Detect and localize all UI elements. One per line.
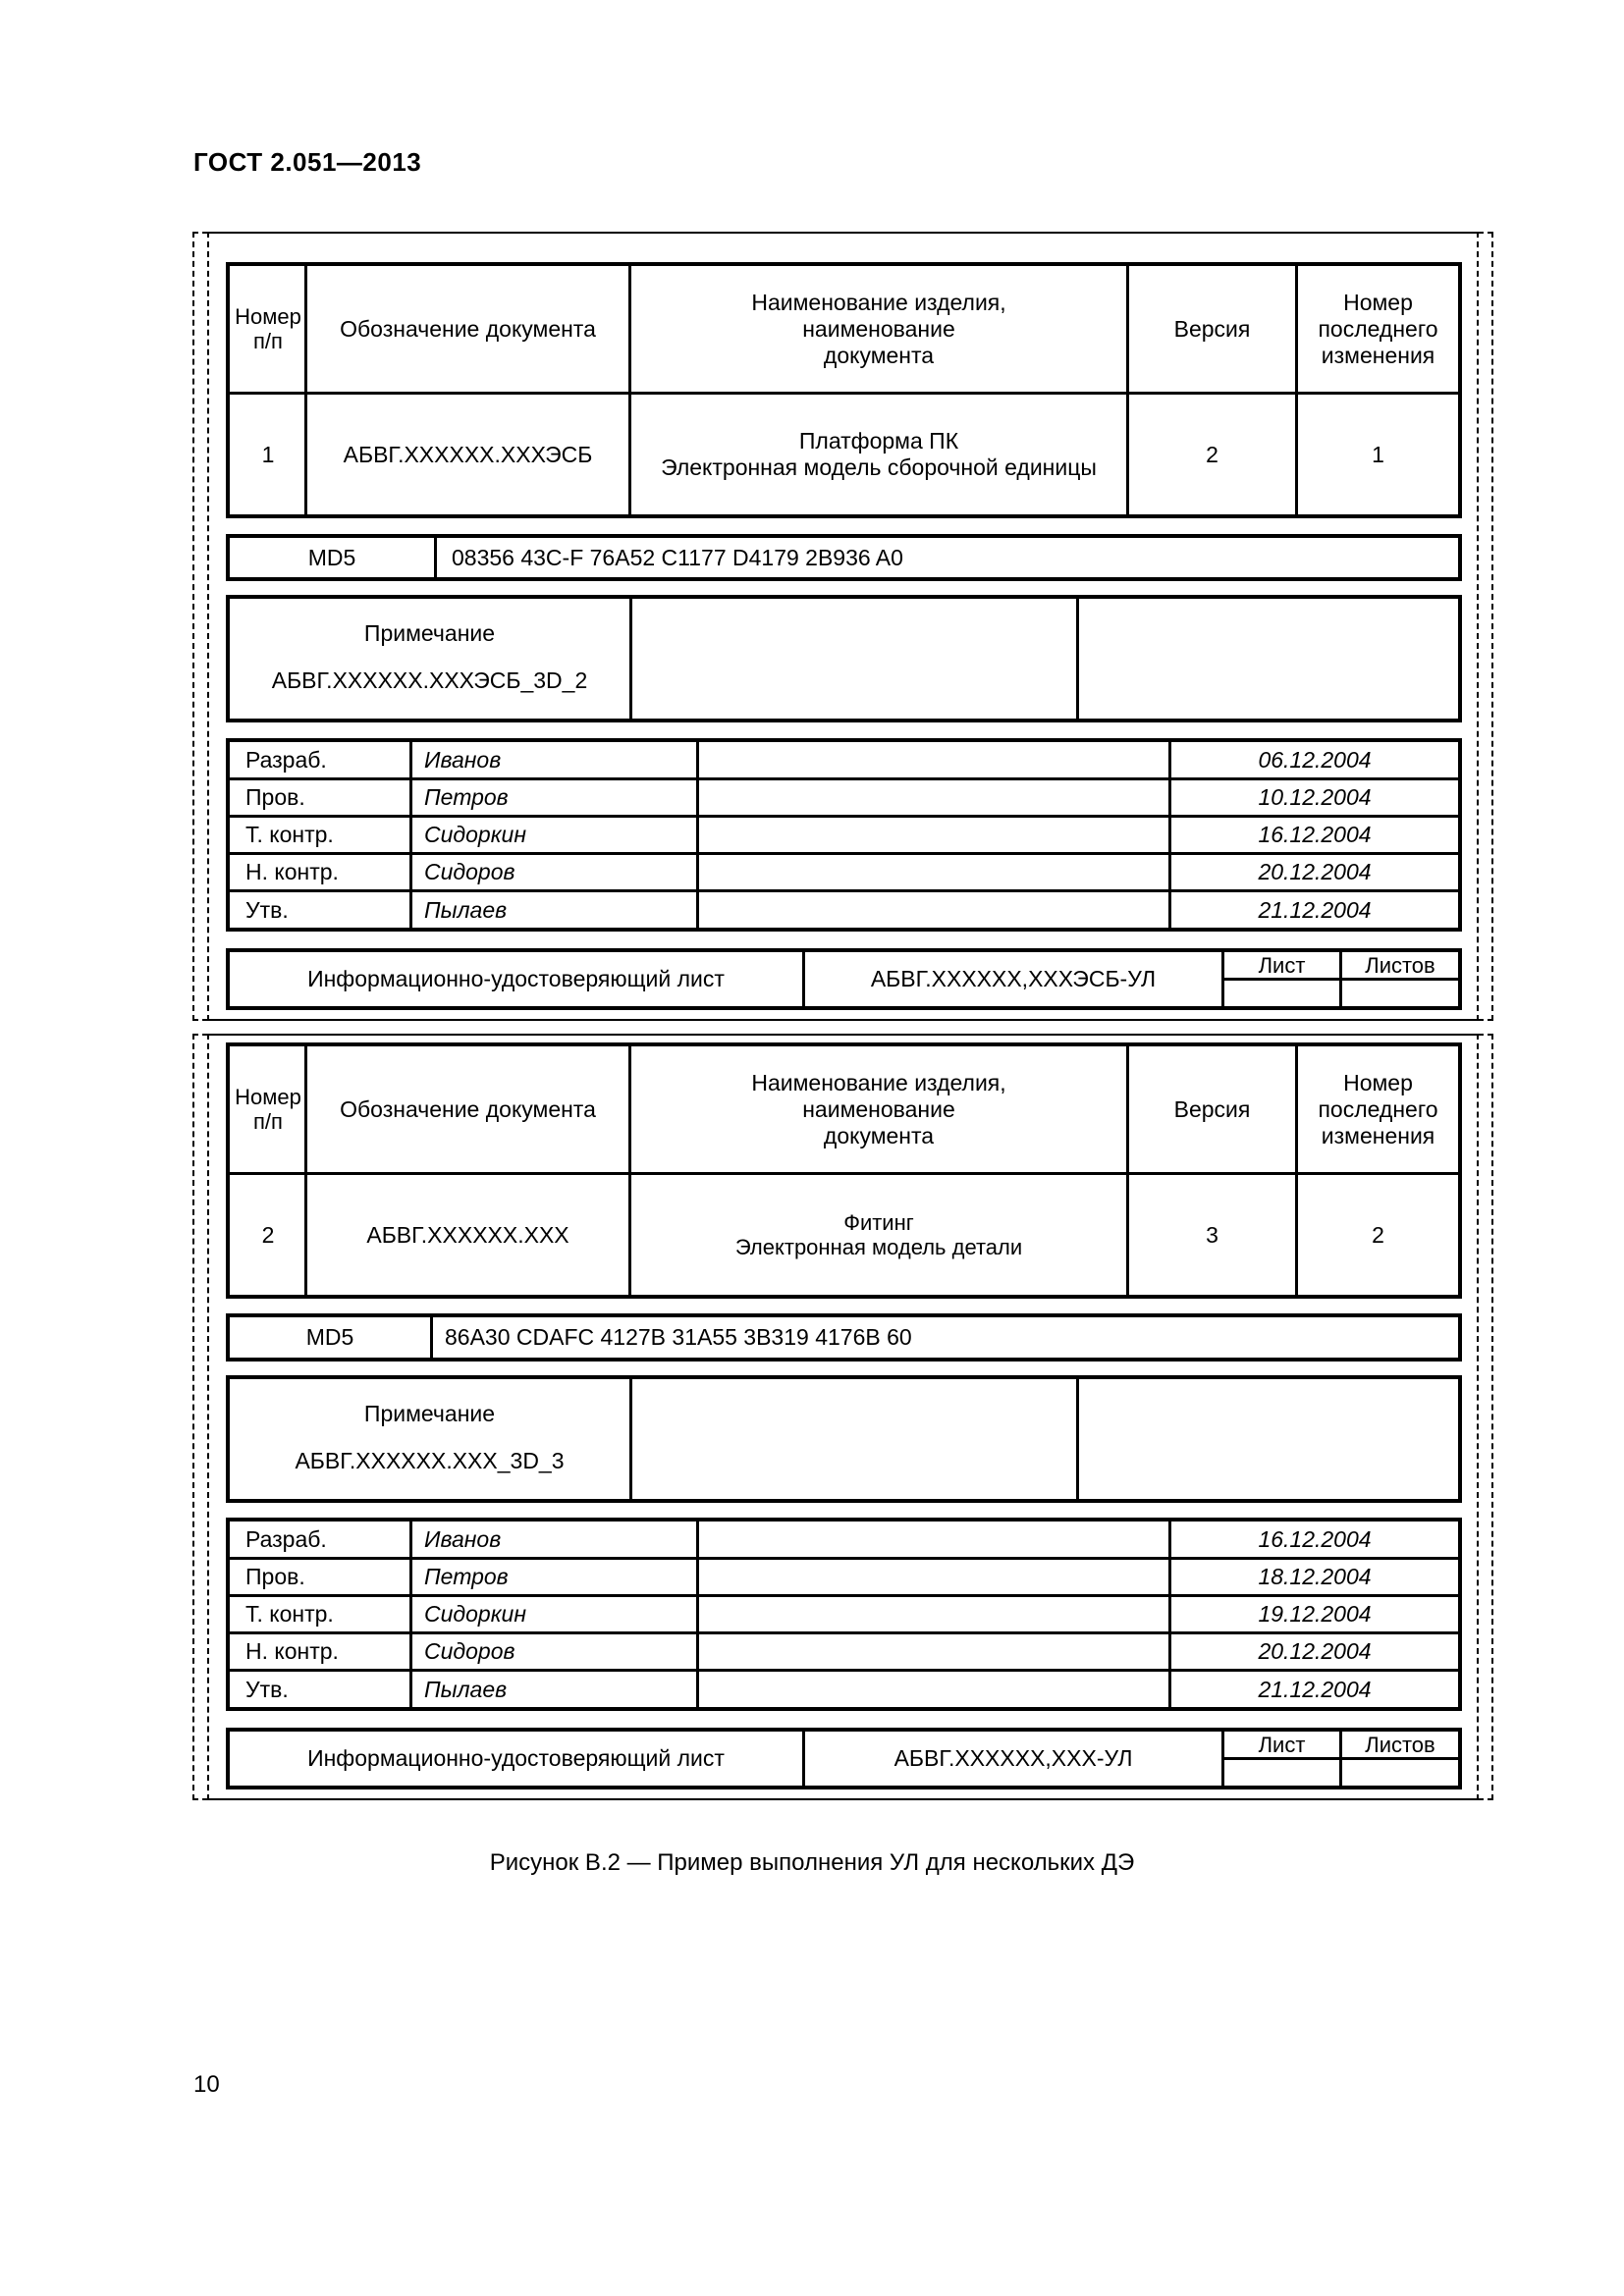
sig-person: Пылаев (424, 1676, 508, 1702)
md5-label: MD5 (307, 544, 356, 570)
sig-person: Иванов (424, 746, 502, 773)
sig-date: 21.12.2004 (1258, 896, 1372, 923)
sheet-1-title-block (226, 948, 1462, 1010)
row-name-line1: Фитинг (843, 1210, 914, 1235)
col-header-version: Версия (1173, 1095, 1251, 1122)
note-value: АБВГ.ХХХХХХ.ХХХ_3D_3 (295, 1447, 565, 1473)
col-header-name: Наименование изделия, наименование документа (751, 1069, 1006, 1148)
sig-person: Пылаев (424, 896, 508, 923)
sheet-code: АБВГ.ХХХХХХ,ХХХЭСБ-УЛ (870, 966, 1157, 991)
row-name-line2: Электронная модель детали (734, 1235, 1023, 1259)
note-label: Примечание (363, 1400, 496, 1426)
sig-date: 18.12.2004 (1258, 1564, 1372, 1589)
sig-date: 20.12.2004 (1258, 1638, 1372, 1664)
sig-role: Т. контр. (245, 822, 334, 847)
note-label: Примечание (363, 619, 496, 646)
sheet-label: Лист (1258, 952, 1306, 978)
row-designation: АБВГ.ХХХХХХ.ХХХ (366, 1221, 569, 1248)
md5-value: 86A30 CDAFC 4127B 31A55 3B319 4176B 60 (445, 1324, 912, 1350)
sig-role: Пров. (245, 1564, 305, 1589)
sheets-label: Листов (1365, 952, 1435, 978)
row-num: 2 (261, 1221, 275, 1248)
sig-role: Н. контр. (245, 859, 339, 884)
sig-person: Сидоров (424, 859, 515, 884)
sheet-1-md5-row (226, 534, 1462, 581)
sig-person: Иванов (424, 1525, 502, 1552)
figure-caption: Рисунок В.2 — Пример выполнения УЛ для нескольких ДЭ (489, 1849, 1135, 1876)
col-header-last-change: Номер последнего изменения (1318, 289, 1438, 368)
sheet-code: АБВГ.ХХХХХХ,ХХХ-УЛ (893, 1745, 1133, 1771)
row-designation: АБВГ.ХХХХХХ.ХХХЭСБ (343, 441, 593, 467)
sheet-2-signatures (226, 1518, 1462, 1711)
sheet-1-note-block (226, 595, 1462, 722)
page-number: 10 (193, 2071, 220, 2098)
note-value: АБВГ.ХХХХХХ.ХХХЭСБ_3D_2 (271, 667, 588, 693)
sig-role: Т. контр. (245, 1601, 334, 1627)
sig-date: 10.12.2004 (1258, 784, 1372, 810)
col-header-num: Номер п/п (235, 304, 301, 353)
sheet-2-title-block (226, 1728, 1462, 1789)
md5-label: MD5 (305, 1324, 354, 1350)
sheet-2-main-table (226, 1042, 1462, 1299)
sheet-2-note-block (226, 1375, 1462, 1503)
sig-person: Сидоркин (424, 1601, 527, 1627)
sheet-2-md5-row (226, 1313, 1462, 1362)
row-version: 3 (1206, 1221, 1218, 1248)
col-header-num: Номер п/п (235, 1085, 301, 1134)
document-header: ГОСТ 2.051—2013 (193, 147, 422, 177)
sheet-1-signatures (226, 738, 1462, 932)
md5-value: 08356 43C-F 76A52 C1177 D4179 2B936 A0 (452, 544, 903, 570)
col-header-name: Наименование изделия, наименование документа (751, 289, 1006, 368)
sig-role: Пров. (245, 784, 305, 810)
col-header-version: Версия (1173, 315, 1251, 342)
col-header-designation: Обозначение документа (340, 1095, 596, 1122)
sig-role: Н. контр. (245, 1638, 339, 1664)
sig-role: Утв. (245, 1676, 289, 1702)
sheets-label: Листов (1365, 1732, 1435, 1757)
row-version: 2 (1206, 441, 1218, 467)
col-header-designation: Обозначение документа (340, 315, 596, 342)
sig-date: 21.12.2004 (1258, 1676, 1372, 1702)
info-sheet-label: Информационно-удостоверяющий лист (307, 1745, 725, 1771)
sig-role: Утв. (245, 896, 289, 923)
sig-date: 20.12.2004 (1258, 859, 1372, 884)
sig-date: 16.12.2004 (1258, 822, 1372, 847)
sig-person: Петров (424, 1564, 509, 1589)
row-name-line1: Платформа ПК (798, 428, 959, 454)
sig-role: Разраб. (245, 746, 327, 773)
sheet-label: Лист (1258, 1732, 1306, 1757)
row-name-line2: Электронная модель сборочной единицы (661, 454, 1097, 480)
row-num: 1 (261, 441, 275, 467)
row-name (631, 1175, 1126, 1295)
sig-person: Сидоркин (424, 822, 527, 847)
sig-role: Разраб. (245, 1525, 327, 1552)
row-name (631, 395, 1126, 514)
sig-person: Петров (424, 784, 509, 810)
sig-date: 16.12.2004 (1258, 1525, 1372, 1552)
sheet-1-main-table (226, 262, 1462, 518)
row-last-change: 1 (1372, 441, 1384, 467)
sig-date: 19.12.2004 (1258, 1601, 1372, 1627)
row-last-change: 2 (1372, 1221, 1384, 1248)
sig-person: Сидоров (424, 1638, 515, 1664)
info-sheet-label: Информационно-удостоверяющий лист (307, 966, 725, 991)
sig-date: 06.12.2004 (1258, 746, 1372, 773)
col-header-last-change: Номер последнего изменения (1318, 1069, 1438, 1148)
